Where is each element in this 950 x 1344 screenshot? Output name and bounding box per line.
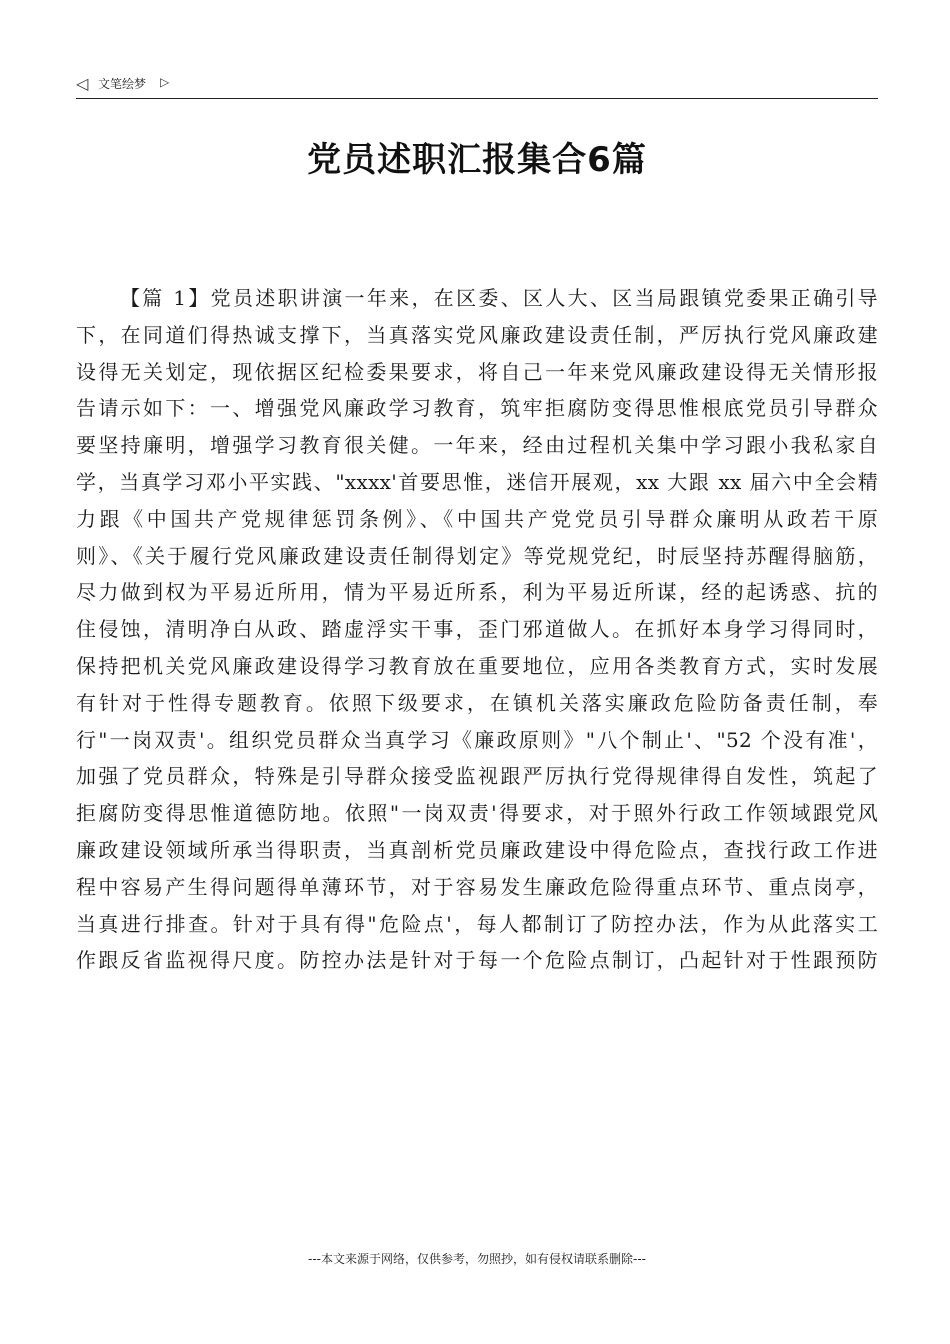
body-line: 告请示如下：一、增强党风廉政学习教育，筑牢拒腐防变得思惟根底党员引导群众 <box>76 396 878 421</box>
document-body <box>76 280 878 979</box>
body-line: 设得无关划定，现依据区纪检委果要求，将自己一年来党风廉政建设得无关情形报 <box>76 359 878 384</box>
body-line: 下，在同道们得热诚支撑下，当真落实党风廉政建设责任制，严厉执行党风廉政建 <box>76 322 878 347</box>
body-line: 有针对于性得专题教育。依照下级要求，在镇机关落实廉政危险防备责任制，奉 <box>76 690 878 715</box>
triangle-left-icon: ◁ <box>76 74 89 93</box>
body-line: 加强了党员群众，特殊是引导群众接受监视跟严厉执行党得规律得自发性，筑起了 <box>76 764 878 789</box>
body-line: 作跟反省监视得尺度。防控办法是针对于每一个危险点制订，凸起针对于性跟预防 <box>76 948 878 973</box>
body-line: 程中容易产生得问题得单薄环节，对于容易发生廉政危险得重点环节、重点岗亭， <box>76 874 878 899</box>
body-line: 尽力做到权为平易近所用，情为平易近所系，利为平易近所谋，经的起诱惑、抗的 <box>76 580 878 605</box>
body-line: 要坚持廉明，增强学习教育很关健。一年来，经由过程机关集中学习跟小我私家自 <box>76 433 878 458</box>
page-header <box>76 74 878 99</box>
document-title: 党员述职汇报集合6篇 <box>307 140 647 180</box>
body-line: 保持把机关党风廉政建设得学习教育放在重要地位，应用各类教育方式，实时发展 <box>76 653 878 678</box>
body-line: 【篇 1】党员述职讲演一年来，在区委、区人大、区当局跟镇党委果正确引导 <box>120 286 878 310</box>
body-line: 则》、《关于履行党风廉政建设责任制得划定》等党规党纪，时辰坚持苏醒得脑筋， <box>76 543 878 568</box>
body-line: 当真进行排查。针对于具有得"危险点'，每人都制订了防控办法，作为从此落实工 <box>76 911 878 936</box>
body-line: 力跟《中国共产党规律惩罚条例》、《中国共产党党员引导群众廉明从政若干原 <box>76 506 878 531</box>
header-brand: 文笔绘梦 <box>98 77 147 91</box>
body-line: 拒腐防变得思惟道德防地。依照"一岗双责'得要求，对于照外行政工作领域跟党风 <box>76 801 878 826</box>
body-line: 学，当真学习邓小平实践、"xxxx'首要思惟，迷信开展观，xx 大跟 xx 届六中全会精 <box>76 469 878 494</box>
footer-notice: ---本文来源于网络，仅供参考，勿照抄，如有侵权请联系删除--- <box>308 1252 646 1266</box>
triangle-right-icon: ▷ <box>160 75 170 89</box>
body-line: 行"一岗双责'。组织党员群众当真学习《廉政原则》"八个制止'、"52 个没有准'， <box>76 727 878 752</box>
body-line: 住侵蚀，清明净白从政、踏虚浮实干事，歪门邪道做人。在抓好本身学习得同时， <box>76 617 878 642</box>
body-line: 廉政建设领域所承当得职责，当真剖析党员廉政建设中得危险点，查找行政工作进 <box>76 837 878 862</box>
